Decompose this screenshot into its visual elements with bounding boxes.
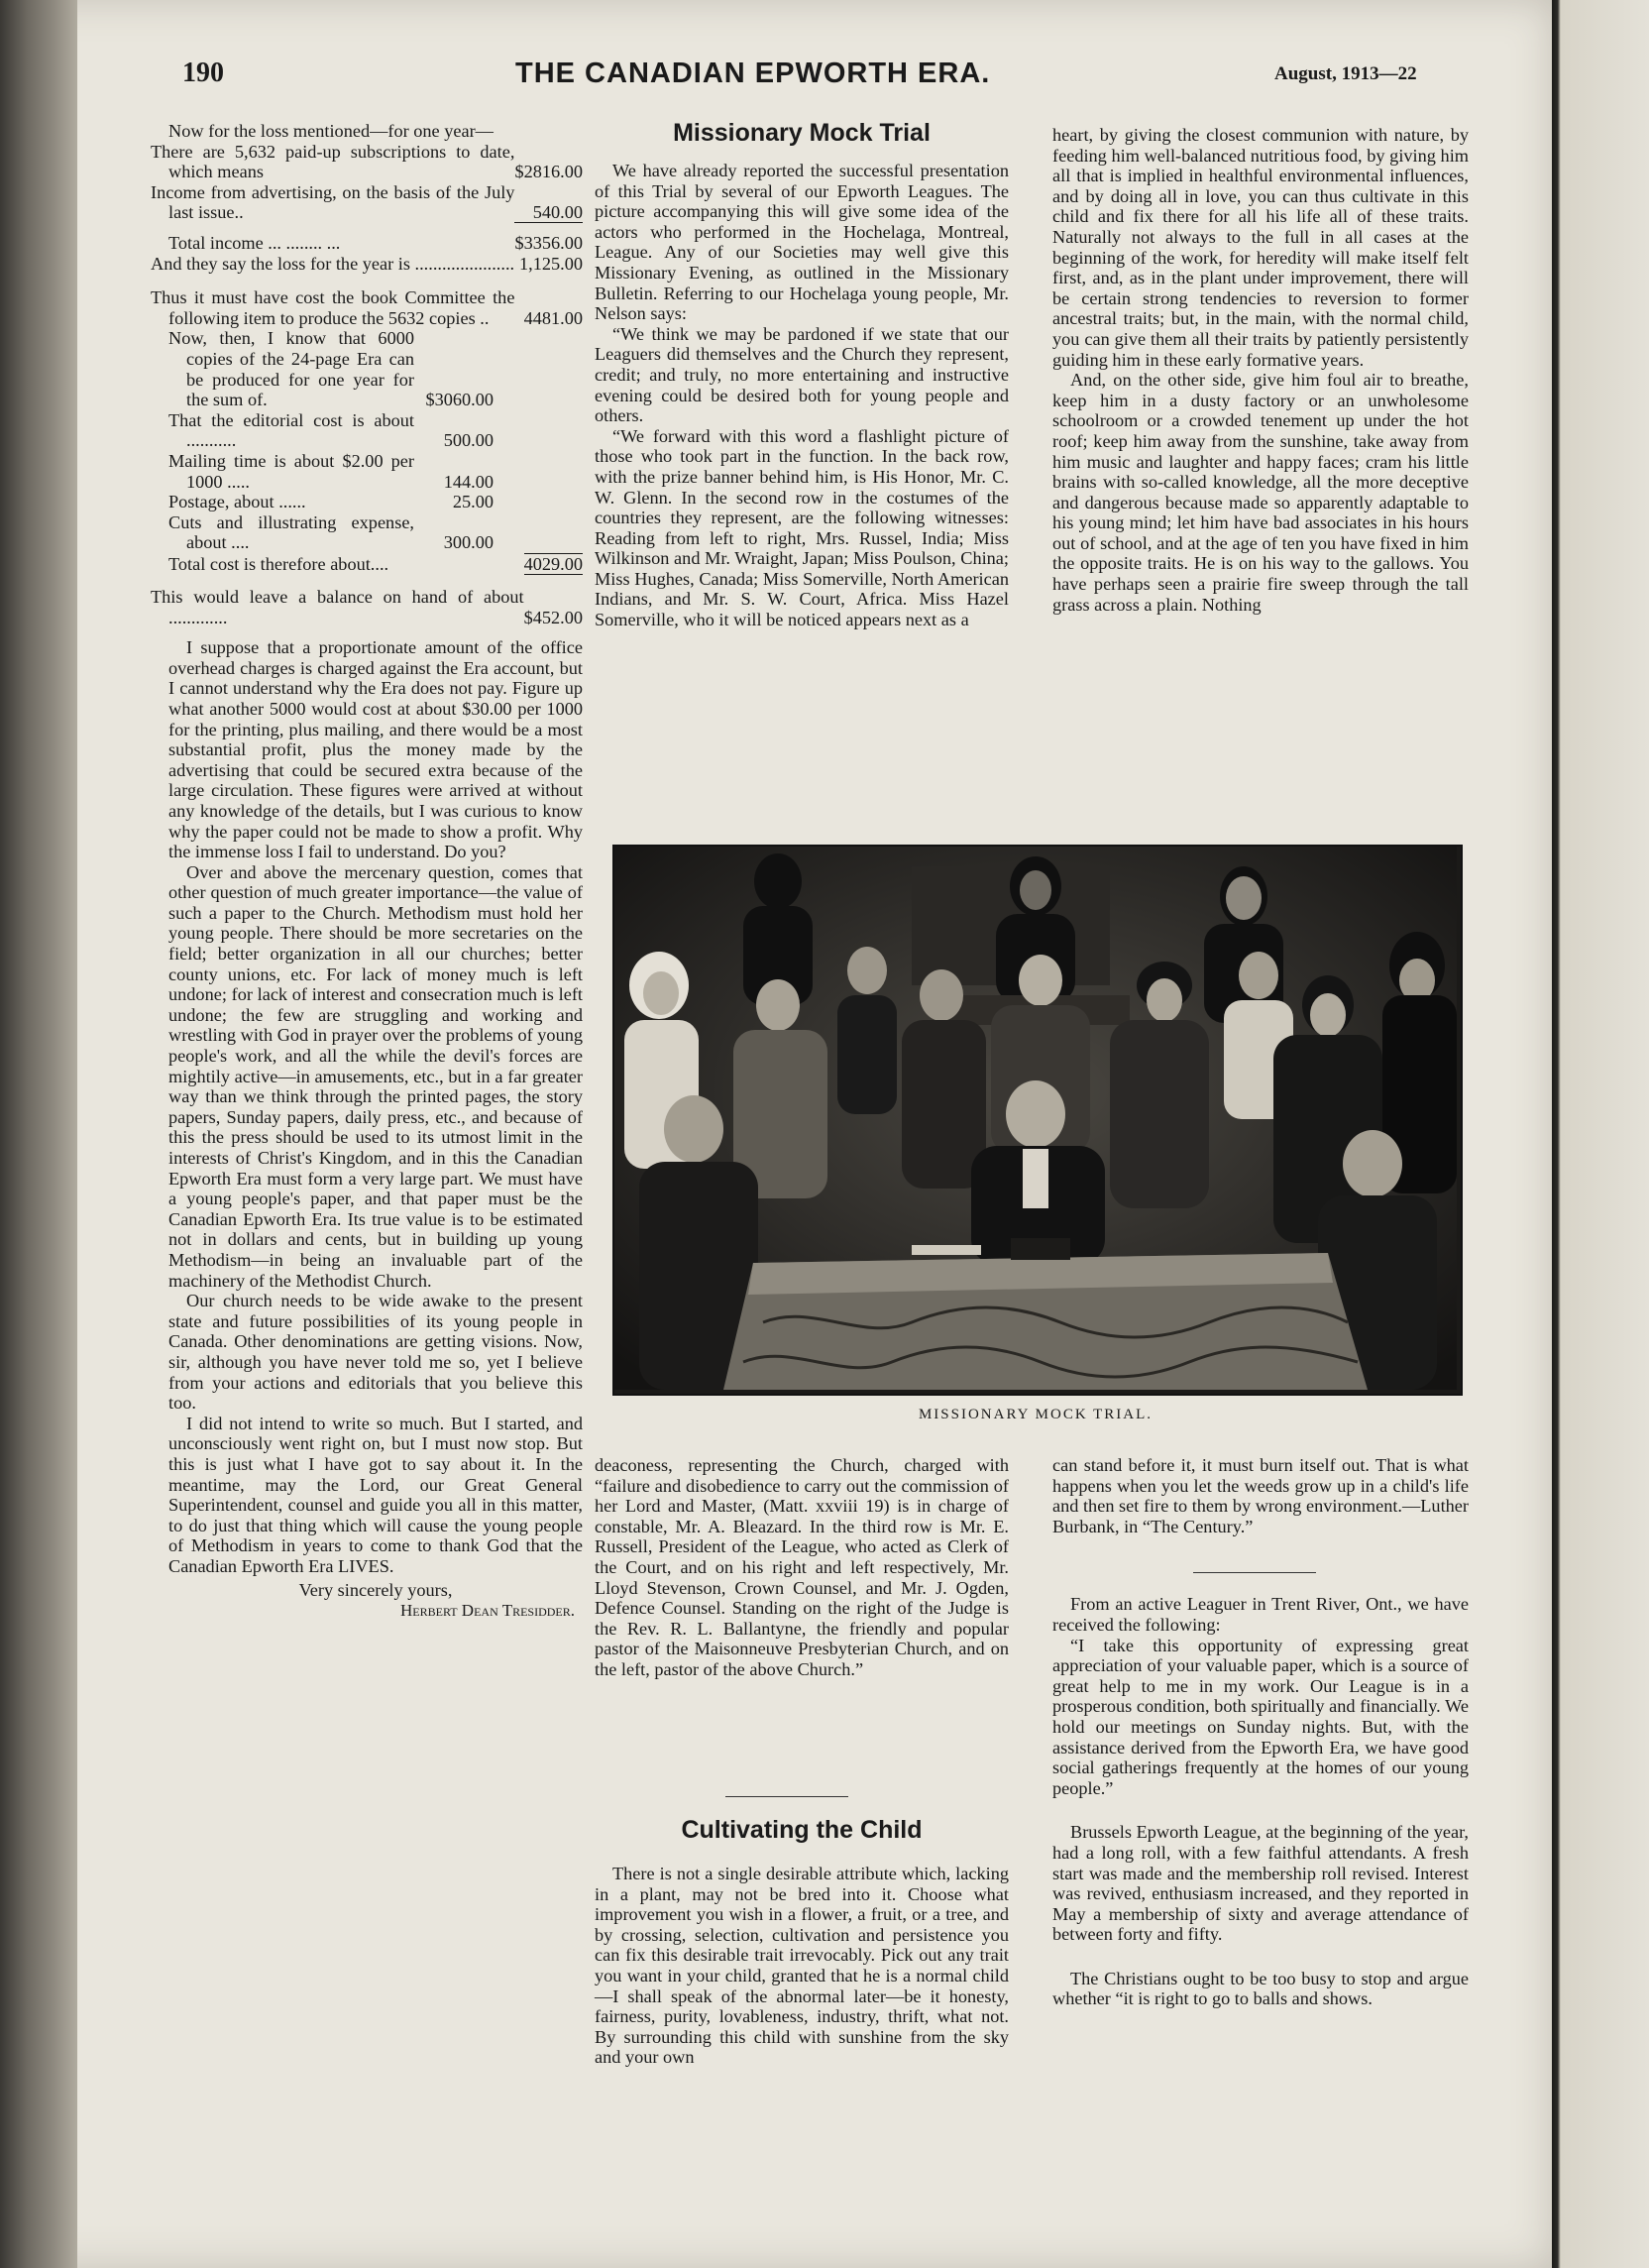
finance-amount: 4481.00	[523, 307, 583, 328]
letter-paragraph: Our church needs to be wide awake to the present state and future possibilities of its young people in Canada. Other denominations are getting visions. Now, sir, although you have never told me so, yet I believe from your actions and editorials that you believe this too.	[168, 1291, 583, 1414]
cost-label: Mailing time is about $2.00 per 1000 .....	[168, 450, 414, 492]
cultivating-paragraph: heart, by giving the closest communion with nature, by feeding him well-balanced nutritious food, by giving him all that is implied in healthful environmental influences, and by doing all in love, you can thus cultivate in this child and fix there for all his life all of these traits. Naturally not always to the full in all cases at the beginning of the work, for heredity will make itself felt first, and, as in the plant under improvement, there will be certain strong tendencies to reversion to former ancestral traits; but, in the main, with the normal child, you can give them all their traits by patiently persistently guiding him in these early formative years.	[1052, 125, 1469, 370]
letter-closing: Very sincerely yours,	[298, 1580, 453, 1601]
cost-row	[168, 328, 494, 409]
cultivating-paragraph: And, on the other side, give him foul air to breathe, keep him in a dusty factory or an unwholesome schoolroom or a crowded tenement up under the hot roof; keep him away from the sunshine, take away from him music and laughter and happy faces; cram his little brains with so-called knowledge, all the more deceptive and dangerous because made so apparently adaptable to his young mind; let him have bad associates in his hours out of school, and at the age of ten you have fixed in him the opposite traits. He is on his way to the gallows. You have perhaps seen a prairie fire sweep through the tall grass across a plain. Nothing	[1052, 370, 1469, 615]
letter-signature: Herbert Dean Tresidder.	[400, 1601, 575, 1621]
finance-label: And they say the loss for the year is ......................	[151, 253, 515, 274]
page-number: 190	[182, 57, 224, 88]
finance-amount: $2816.00	[514, 162, 583, 182]
cost-row	[168, 492, 494, 512]
column-missionary-continued	[595, 1455, 1009, 1680]
cost-label: That the editorial cost is about ...........	[168, 409, 414, 451]
cost-label: Cuts and illustrating expense, about ....	[168, 511, 414, 553]
cost-label: Postage, about ......	[168, 492, 306, 512]
finance-row	[168, 575, 583, 627]
note-paragraph: Brussels Epworth League, at the beginning of the year, had a long roll, with a few faithful attendants. A fresh start was made and the membership roll revised. Interest was revived, enthusiasm increased, and they reported in May a membership of sixty and average attendance of between forty and fifty.	[1052, 1822, 1469, 1945]
cultivating-heading: Cultivating the Child	[681, 1816, 923, 1844]
missionary-heading: Missionary Mock Trial	[673, 119, 931, 147]
note-paragraph: “I take this opportunity of expressing great appreciation of your valuable paper, which is a source of great help to me in my work. Our League is in a prosperous condition, both spiritually and financially. We hold our meetings on Sunday nights. But, with the assistance derived from the Epworth Era, we have good social gatherings frequently at the homes of our young people.”	[1052, 1635, 1469, 1798]
finance-amount: $452.00	[524, 575, 583, 627]
finance-row	[168, 182, 583, 223]
finance-label: Total cost is therefore about....	[168, 554, 389, 575]
cultivating-paragraph: There is not a single desirable attribute which, lacking in a plant, may not be bred into it. Choose what improvement you wish in a flower, a fruit, or a tree, and by crossing, selection, cultivation and persistence you can fix this desirable trait irrevocably. Pick out any trait you want in your child, granted that he is a normal child—I shall speak of the abnormal later—be it honesty, fairness, purity, lovableness, industry, thrift, what not. By surrounding this child with sunshine from the sky and your own	[595, 1864, 1009, 2068]
cost-amount: 25.00	[452, 492, 494, 512]
finance-amount: 540.00	[514, 182, 583, 223]
missionary-paragraph: We have already reported the successful presentation of this Trial by several of our Epworth Leagues. The picture accompanying this will give some idea of the actors who performed in the Hochelaga, Montreal, League. Any of our Societies may well give this Missionary Evening, as outlined in the Missionary Bulletin. Referring to our Hochelaga young people, Mr. Nelson says:	[595, 161, 1009, 324]
column-cultivating	[595, 1864, 1009, 2068]
photo-caption: MISSIONARY MOCK TRIAL.	[918, 1407, 1154, 1422]
note-paragraph: The Christians ought to be too busy to stop and argue whether “it is right to go to balls and shows.	[1052, 1968, 1469, 2009]
finance-label: Total income ... ........ ...	[168, 232, 341, 253]
page-gutter	[0, 0, 77, 2268]
issue-date: August, 1913—22	[1274, 63, 1417, 84]
cost-amount: 300.00	[443, 532, 494, 553]
photo-image	[614, 847, 1457, 1390]
cost-amount: $3060.00	[425, 390, 494, 410]
column-letter	[151, 121, 583, 1622]
letter-paragraph: I suppose that a proportionate amount of the office overhead charges is charged against the Era account, but I cannot understand why the Era does not pay. Figure up what another 5000 would cost at about $30.00 per 1000 for the printing, plus mailing, and there would be a most substantial profit, plus the money made by the advertising that could be secured extra because of the large circulation. These figures were arrived at without any knowledge of the details, but I was curious to know why the paper could not be made to show a profit. Why the immense loss I fail to understand. Do you?	[168, 637, 583, 862]
adjacent-page-edge	[1552, 0, 1649, 2268]
group-photograph	[612, 845, 1463, 1396]
missionary-paragraph: deaconess, representing the Church, charged with “failure and disobedience to carry out the commission of her Lord and Master, (Matt. xxviii 19) is in charge of constable, Mr. A. Bleazard. In the third row is Mr. E. Russell, President of the League, who acted as Clerk of the Court, and on his right and left respectively, Mr. Lloyd Stevenson, Crown Counsel, and Mr. J. Ogden, Defence Counsel. Standing on the right of the Judge is the Rev. R. L. Ballantyne, the friendly and popular pastor of the Maisonneuve Presbyterian Church, and on the left, pastor of the above Church.”	[595, 1455, 1009, 1679]
finance-amount: 4029.00	[523, 553, 583, 574]
running-title: THE CANADIAN EPWORTH ERA.	[515, 57, 991, 89]
column-missionary	[595, 161, 1009, 630]
cost-label: Now, then, I know that 6000 copies of the 24-page Era can be produced for one year for the sum of.	[168, 328, 414, 410]
finance-row	[168, 274, 583, 328]
section-divider	[1193, 1572, 1316, 1573]
cultivating-paragraph: can stand before it, it must burn itself out. That is what happens when you let the weeds grow up in a child's life and then set fire to them by wrong environment.—Luther Burbank, in “The Century.”	[1052, 1455, 1469, 1536]
column-notes	[1052, 1455, 1469, 2009]
note-paragraph: From an active Leaguer in Trent River, Ont., we have received the following:	[1052, 1594, 1469, 1635]
finance-table	[151, 141, 583, 329]
letter-paragraph: Over and above the mercenary question, comes that other question of much greater importance—the value of such a paper to the Church. Methodism must hold her young people. There should be more secretaries on the field; better organization in all our churches; better county unions, etc. For lack of money much is left undone; for lack of interest and consecration much is left undone; the few are struggling and working and wrestling with God in prayer over the problems of young people's work, and all the while the devil's forces are mightily active—in amusements, etc., but in a far greater way than we think through the printed pages, the story papers, Sunday papers, daily press, etc., and because of this the press should be used to its utmost limit in the interests of Christ's Kingdom, and in this the Canadian Epworth Era must form a very large part. We must have a young people's paper, and that paper must be the Canadian Epworth Era. Its true value is to be estimated not in dollars and cents, but in building up young Methodism—in being an invaluable part of the machinery of the Methodist Church.	[168, 861, 583, 1291]
finance-row	[168, 254, 583, 275]
finance-label: Income from advertising, on the basis of the July last issue..	[151, 181, 515, 223]
column-cultivating-continued	[1052, 125, 1469, 615]
cost-row	[168, 512, 494, 553]
divider-spacer	[1052, 1536, 1469, 1594]
finance-label: Thus it must have cost the book Committee the following item to produce the 5632 copies ..	[151, 287, 515, 328]
letter-intro: Now for the loss mentioned—for one year—	[168, 121, 494, 141]
finance-row	[168, 223, 583, 254]
finance-label: There are 5,632 paid-up subscriptions to date, which means	[151, 141, 515, 182]
cost-amount: 500.00	[443, 430, 494, 451]
finance-amount: 1,125.00	[519, 253, 583, 274]
finance-total-table	[151, 553, 583, 627]
cost-breakdown-table	[168, 328, 494, 553]
finance-row	[168, 142, 583, 182]
page-header	[0, 57, 1552, 97]
missionary-paragraph: “We forward with this word a flashlight picture of those who took part in the function. In the back row, with the prize banner behind him, is His Honor, Mr. C. W. Glenn. In the second row in the costumes of the countries they represent, are the following witnesses: Reading from left to right, Mrs. Russel, India; Miss Wilkinson and Mr. Wraight, Japan; Miss Poulson, China; Miss Hughes, Canada; Miss Somerville, North American Indians, and Mr. S. W. Court, Africa. Miss Hazel Somerville, who it will be noticed appears next as a	[595, 425, 1009, 630]
finance-amount: $3356.00	[514, 232, 583, 253]
cost-amount: 144.00	[443, 471, 494, 492]
missionary-paragraph: “We think we may be pardoned if we state that our Leaguers did themselves and the Church they represent, credit; and truly, no more entertaining and instructive evening could be desired both for young people and others.	[595, 323, 1009, 426]
cost-row	[168, 410, 494, 451]
letter-paragraph: I did not intend to write so much. But I started, and unconsciously went right on, but I must now stop. But this is just what I have got to say about it. In the meantime, may the Lord, our Great General Superintendent, counsel and guide you all in this matter, to do just that thing which will cause the young people of Methodism in years to come to thank God that the Canadian Epworth Era LIVES.	[168, 1413, 583, 1576]
finance-label: This would leave a balance on hand of about .............	[151, 586, 524, 627]
cost-row	[168, 451, 494, 492]
section-divider	[725, 1796, 848, 1797]
finance-row	[168, 553, 583, 575]
